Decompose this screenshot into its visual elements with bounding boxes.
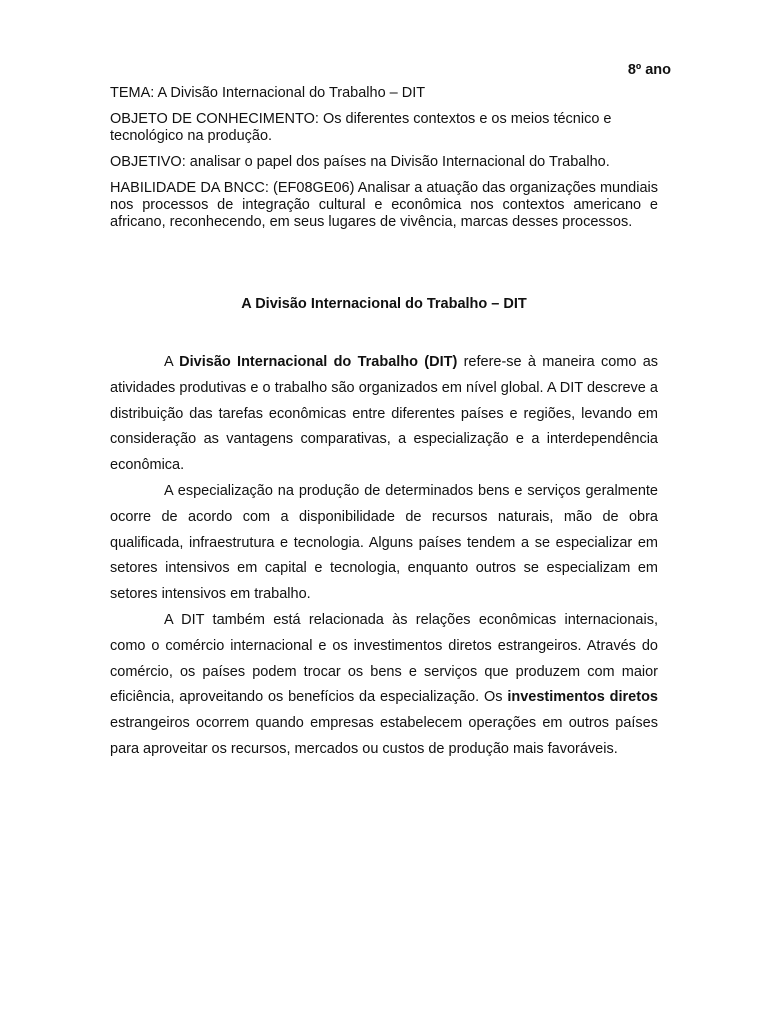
tema-line: TEMA: A Divisão Internacional do Trabalho – DIT	[110, 85, 426, 101]
paragraph-2: A especialização na produção de determinados bens e serviços geralmente ocorre de acordo com a disponibilidade de recursos naturais, mão de obra qualificada, infraestrutura e tecnologia. Alguns países tendem a se especializar em setores intensivos em capital e tecnologia, enquanto outros se especializam em setores intensivos em trabalho.	[110, 482, 658, 603]
paragraph-1-bold: Divisão Internacional do Trabalho (DIT)	[179, 354, 458, 370]
lesson-header	[110, 85, 658, 240]
body-text	[110, 350, 658, 763]
paragraph-3	[110, 608, 658, 763]
paragraph-1-post: refere-se à maneira como as atividades produtivas e o trabalho são organizados em nível global. A DIT descreve a distribuição das tarefas econômicas entre diferentes países e regiões, levando em consideração as vantagens comparativas, a especialização e a interdependência econômica.	[110, 354, 659, 474]
section-title: A Divisão Internacional do Trabalho – DIT	[241, 296, 527, 312]
paragraph-1-pre: A	[164, 354, 180, 370]
objeto-line: OBJETO DE CONHECIMENTO: Os diferentes contextos e os meios técnico e tecnológico na produção.	[110, 111, 612, 144]
habilidade-line: HABILIDADE DA BNCC: (EF08GE06) Analisar a atuação das organizações mundiais nos processos de integração cultural e econômica nos contextos americano e africano, reconhecendo, em seus lugares de vivência, marcas desses processos.	[110, 180, 658, 230]
paragraph-1	[110, 350, 658, 479]
objetivo-line: OBJETIVO: analisar o papel dos países na Divisão Internacional do Trabalho.	[110, 154, 610, 170]
paragraph-3-pre: A DIT também está relacionada às relações econômicas internacionais, como o comércio internacional e os investimentos diretos estrangeiros. Através do comércio, os países podem trocar os bens e serviços que produzem com maior eficiência, aproveitando os benefícios da especialização. Os	[110, 611, 658, 706]
paragraph-3-post: estrangeiros ocorrem quando empresas estabelecem operações em outros países para aproveitar os recursos, mercados ou custos de produção mais favoráveis.	[110, 715, 658, 757]
grade-label: 8º ano	[627, 62, 671, 78]
paragraph-3-bold: investimentos diretos	[507, 689, 658, 706]
